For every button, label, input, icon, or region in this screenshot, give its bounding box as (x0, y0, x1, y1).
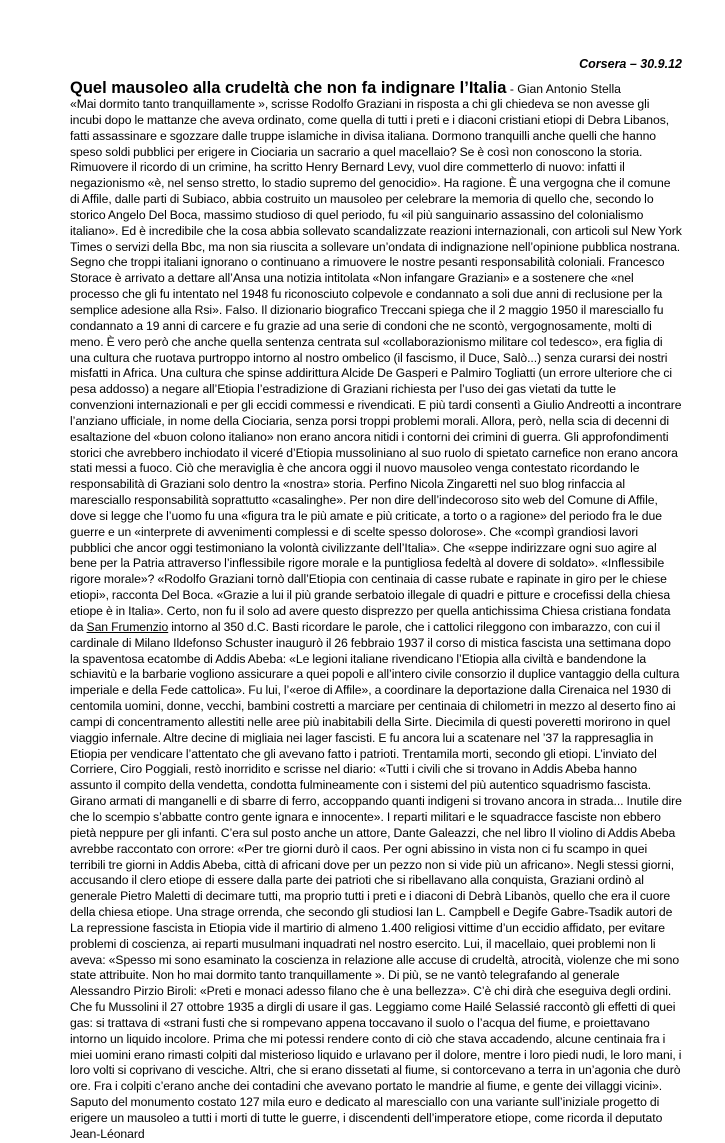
source-date: Corsera – 30.9.12 (579, 57, 682, 71)
article-byline: - Gian Antonio Stella (506, 82, 621, 96)
article-body-part1: «Mai dormito tanto tranquillamente », scrisse Rodolfo Graziani in risposta a chi gli chiedeva se non avesse gli incubi dopo le mattanze che aveva ordinato, come quella di tutti i preti e i diaconi cristiani etiopi di Debra Libanos, fatti assassinare e sgozzare dalle truppe islamiche in divisa italiana. Dormono tranquilli anche quelli che hanno speso soldi pubblici per erigere in Ciociaria un sacrario a quel macellaio? Se è così non conoscono la storia. Rimuovere il ricordo di un crimine, ha scritto Henry Bernard Levy, vuol dire commetterlo di nuovo: infatti il negazionismo «è, nel senso stretto, lo stadio supremo del genocidio». Ha ragione. È una vergogna che il comune di Affile, dalle parti di Subiaco, abbia costruito un mausoleo per celebrare la memoria di quello che, secondo lo storico Angelo Del Boca, massimo studioso di quel periodo, fu «il più sanguinario assassino del colonialismo italiano». Ed è incredibile che la cosa abbia sollevato scandalizzate reazioni internazionali, con articoli sul New York Times o servizi della Bbc, ma non sia riuscita a sollevare un’ondata di indignazione nell’opinione pubblica nostrana. Segno che troppi italiani ignorano o continuano a rimuovere le nostre pesanti responsabilità coloniali. Francesco Storace è arrivato a dettare all’Ansa una notizia intitolata «Non infangare Graziani» e a sostenere che «nel processo che gli fu intentato nel 1948 fu riconosciuto colpevole e condannato a soli due anni di reclusione per la semplice adesione alla Rsi». Falso. Il dizionario biografico Treccani spiega che il 2 maggio 1950 il maresciallo fu condannato a 19 anni di carcere e fu grazie ad una serie di condoni che ne scontò, vergognosamente, molti di meno. È vero però che anche quella sentenza centrata sul «collaborazionismo militare col tedesco», era figlia di una cultura che ruotava purtroppo intorno al nostro ombelico (il fascismo, il Duce, Salò...) senza curarsi dei nostri misfatti in Africa. Una cultura che spinse addirittura Alcide De Gasperi e Palmiro Togliatti (un errore ulteriore che ci pesa addosso) a negare all’Etiopia l’estradizione di Graziani richiesta per l’uso dei gas vietati da tutte le convenzioni internazionali e per gli eccidi commessi e rivendicati. E più tardi consentì a Giulio Andreotti a incontrare l’anziano ufficiale, in nome della Ciociaria, senza porsi troppi problemi morali. Allora, però, nella scia di decenni di esaltazione del «buon colono italiano» non erano ancora nitidi i contorni dei crimini di guerra. Gli approfondimenti storici che avrebbero inchiodato il viceré d’Etiopia mussoliniano al suo ruolo di spietato carnefice non erano ancora stati messi a fuoco. Ciò che meraviglia è che ancora oggi il nuovo mausoleo venga contestato ricordando le responsabilità di Graziani solo dentro la «nostra» storia. Perfino Nicola Zingaretti nel suo blog rinfaccia al maresciallo responsabilità soprattutto «casalinghe». Per non dire dell’indecoroso sito web del Comune di Affile, dove si legge che l’uomo fu una «figura tra le più amate e più criticate, a torto o a ragione» del periodo fra le due guerre e un «interprete di avvenimenti complessi e di scelte spesso dolorose». Che «compì grandiosi lavori pubblici che ancor oggi testimoniano la volontà civilizzante dell’Italia». Che «seppe indirizzare ogni suo agire al bene per la Patria attraverso l’inflessibile rigore morale e la puntigliosa fedeltà al dovere di soldato». «Inflessibile rigore morale»? «Rodolfo Graziani tornò dall’Etiopia con centinaia di casse rubate e rapinate in giro per le chiese etiopi», racconta Del Boca. «Grazie a lui il più grande serbatoio illegale di quadri e pitture e crocefissi della chiesa etiope è in Italia». Certo, non fu il solo ad avere questo disprezzo per quella antichissima Chiesa cristiana fondata da (70, 97, 682, 634)
article-headline: Quel mausoleo alla crudeltà che non fa indignare l’Italia (70, 79, 507, 97)
article-body-part2: intorno al 350 d.C. Basti ricordare le parole, che i cattolici rileggono con imbarazzo, con cui il cardinale di Milano Ildefonso Schuster inaugurò il 26 febbraio 1937 il corso di mistica fascista una settimana dopo la spaventosa ecatombe di Addis Abeba: «Le legioni italiane rivendicano l’Etiopia alla civiltà e bandendone la schiavitù e la barbarie vogliono assicurare a quei popoli e all’intero civile consorzio il duplice vantaggio della cultura imperiale e della Fede cattolica». Fu lui, l’«eroe di Affile», a coordinare la deportazione dalla Cirenaica nel 1930 di centomila uomini, donne, vecchi, bambini costretti a marciare per centinaia di chilometri in mezzo al deserto fino ai campi di concentramento allestiti nelle aree più inabitabili della Sirte. Diecimila di questi poveretti morirono in quel viaggio infernale. Altre decine di migliaia nei lager fascisti. E fu ancora lui a scatenare nel ’37 la rappresaglia in Etiopia per vendicare l’attentato che gli avevano fatto i patrioti. Trentamila morti, secondo gli etiopi. L’inviato del Corriere, Ciro Poggiali, restò inorridito e scrisse nel diario: «Tutti i civili che si trovano in Addis Abeba hanno assunto il compito della vendetta, condotta fulmineamente con i sistemi del più autentico squadrismo fascista. Girano armati di manganelli e di sbarre di ferro, accoppando quanti indigeni si trovano ancora in strada... Inutile dire che lo scempio s’abbatte contro gente ignara e innocente». I reparti militari e le squadracce fasciste non ebbero pietà neppure per gli infanti. C’era sul posto anche un attore, Dante Galeazzi, che nel libro Il violino di Addis Abeba avrebbe raccontato con orrore: «Per tre giorni durò il caos. Per ogni abissino in vista non ci fu scampo in quei terribili tre giorni in Addis Abeba, città di africani dove per un pezzo non si vide più un africano». Negli stessi giorni, accusando il clero etiope di essere dalla parte dei patrioti che si ribellavano alla conquista, Graziani ordinò al generale Pietro Maletti di decimare tutti, ma proprio tutti i preti e i diaconi di Debrà Libanòs, quello che era il cuore della chiesa etiope. Una strage orrenda, che secondo gli studiosi Ian L. Campbell e Degife Gabre-Tsadik autori de La repressione fascista in Etiopia vide il martirio di almeno 1.400 religiosi vittime d’un eccidio affidato, per evitare problemi di coscienza, ai reparti musulmani inquadrati nel nostro esercito. Lui, il macellaio, quei problemi non li aveva: «Spesso mi sono esaminato la coscienza in relazione alle accuse di crudeltà, atrocità, violenze che mi sono state attribuite. Non ho mai dormito tanto tranquillamente ». Di più, se ne vantò telegrafando al generale Alessandro Pirzio Biroli: «Preti e monaci adesso filano che è una bellezza». C’è chi dirà che eseguiva degli ordini. Che fu Mussolini il 27 ottobre 1935 a dirgli di usare il gas. Leggiamo come Hailé Selassié raccontò gli effetti di quei gas: si trattava di «strani fusti che si rompevano appena toccavano il suolo o l’acqua del fiume, e proiettavano intorno un liquido incolore. Prima che mi potessi rendere conto di ciò che stava accadendo, alcune centinaia fra i miei uomini erano rimasti colpiti dal misterioso liquido e urlavano per il dolore, mentre i loro piedi nudi, le loro mani, i loro volti si coprivano di vesciche. Altri, che si erano dissetati al fiume, si contorcevano a terra in un’agonia che durò ore. Fra i colpiti c’erano anche dei contadini che avevano portato le mandrie al fiume, e gente dei villaggi vicini». Saputo del monumento costato 127 mila euro e dedicato al maresciallo con una variante sull’iniziale progetto di erigere un mausoleo a tutti i morti di tutte le guerre, i discendenti dell’imperatore etiope, come ricorda il deputato Jean-Léonard (70, 619, 682, 1141)
underlined-term: San Frumenzio (86, 619, 169, 634)
headline-row (70, 80, 682, 97)
article-body (70, 97, 682, 1143)
